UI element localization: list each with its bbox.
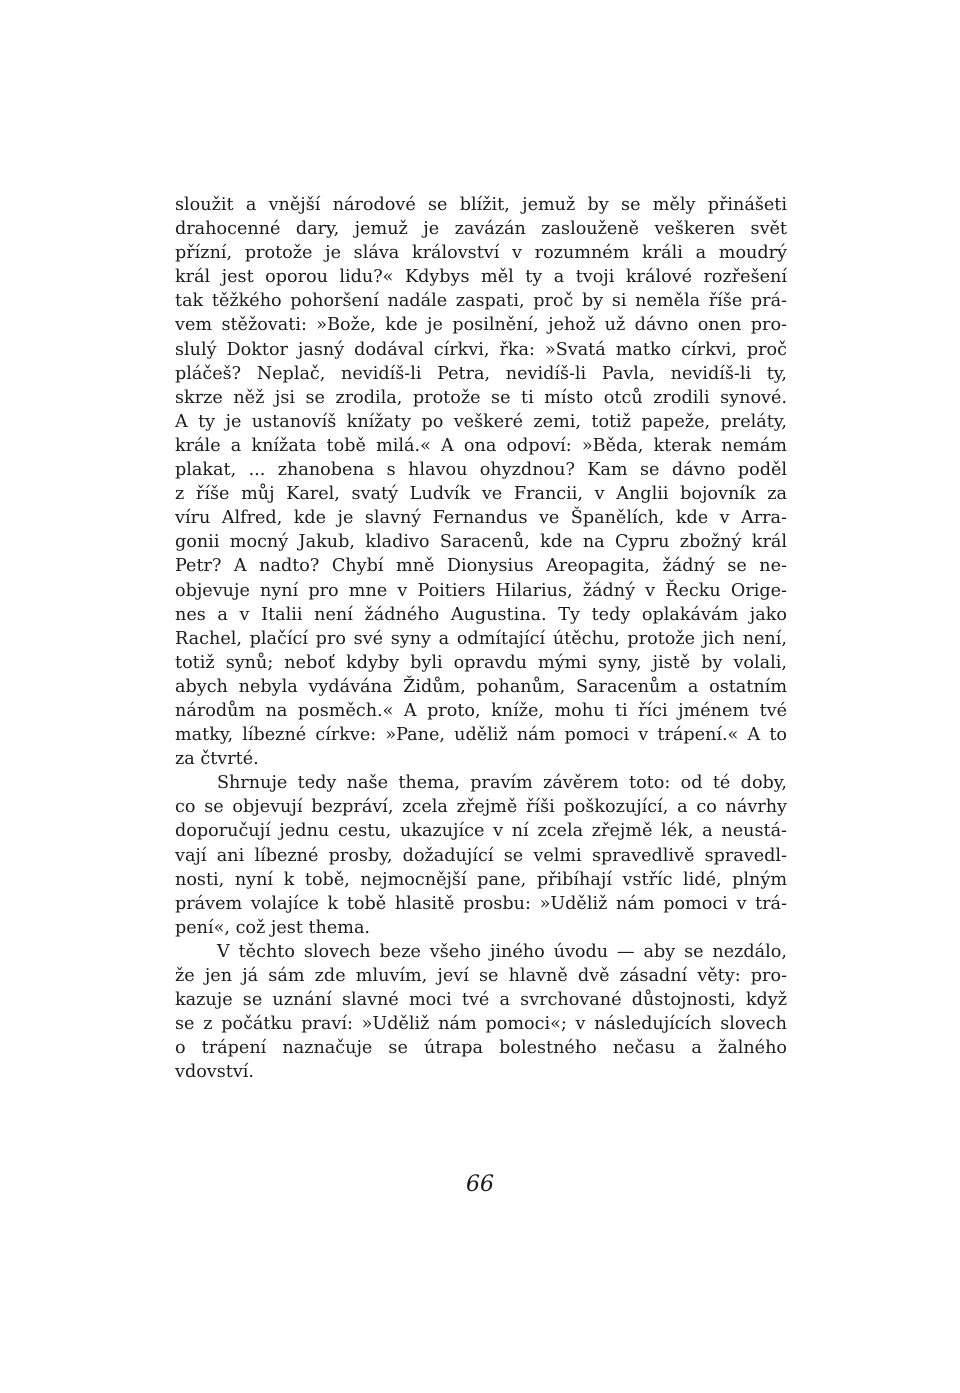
text-line: víru Alfred, kde je slavný Fernandus ve Španělích, kde v Arra-: [175, 508, 787, 529]
text-line: co se objevují bezpráví, zcela zřejmě říši poškozující, a co návrhy: [175, 797, 787, 818]
text-line: abych nebyla vydávána Židům, pohanům, Saracenům a ostatním: [175, 676, 787, 697]
text-line: A ty je ustanovíš knížaty po veškeré zemi, totiž papeže, preláty,: [175, 411, 787, 432]
page-number: 66: [466, 1172, 494, 1197]
text-line: pláčeš? Neplač, nevidíš-li Petra, nevidíš-li Pavla, nevidíš-li ty,: [175, 363, 787, 384]
text-line: za čtvrté.: [175, 749, 259, 770]
text-line: totiž synů; neboť kdyby byli opravdu mými syny, jistě by volali,: [175, 652, 787, 673]
text-line: přízní, protože je sláva království v rozumném králi a moudrý: [175, 243, 787, 264]
text-line: V těchto slovech beze všeho jiného úvodu — aby se nezdálo,: [217, 941, 787, 962]
text-line: objevuje nyní pro mne v Poitiers Hilarius, žádný v Řecku Orige-: [175, 580, 787, 601]
text-line: nes a v Italii není žádného Augustina. Ty tedy oplakávám jako: [175, 604, 787, 625]
text-line: doporučují jednu cestu, ukazujíce v ní zcela zřejmě lék, a neustá-: [175, 821, 787, 842]
body-text: [175, 193, 787, 1084]
text-line: gonii mocný Jakub, kladivo Saracenů, kde na Cypru zbožný král: [175, 532, 787, 553]
text-line: krále a knížata tobě milá.« A ona odpoví: »Běda, kterak nemám: [175, 435, 787, 456]
text-line: tak těžkého pohoršení nadále zaspati, proč by si neměla říše prá-: [175, 291, 787, 312]
text-line: kazuje se uznání slavné moci tvé a svrchované důstojnosti, když: [175, 990, 787, 1011]
text-line: sloužit a vnější národové se blížit, jemuž by se měly přinášeti: [175, 195, 787, 215]
text-line: právem volajíce k tobě hlasitě prosbu: »Uděliž nám pomoci v trá-: [175, 893, 787, 914]
text-line: skrze něž jsi se zrodila, protože se ti místo otců zrodili synové.: [175, 387, 787, 408]
text-line: z říše můj Karel, svatý Ludvík ve Francii, v Anglii bojovník za: [175, 484, 787, 505]
text-line: vají ani líbezné prosby, dožadující se velmi spravedlivě spravedl-: [175, 845, 787, 866]
text-line: vem stěžovati: »Bože, kde je posilnění, jehož už dávno onen pro-: [175, 315, 787, 336]
paragraph: [175, 771, 787, 940]
text-line: drahocenné dary, jemuž je zavázán zaslouženě veškeren svět: [175, 219, 787, 240]
text-line: vdovství.: [175, 1062, 254, 1083]
text-line: matky, líbezné církve: »Pane, uděliž nám pomoci v trápení.« A to: [175, 725, 787, 746]
text-line: o trápení naznačuje se útrapa bolestného nečasu a žalného: [175, 1038, 787, 1059]
text-line: plakat, ... zhanobena s hlavou ohyzdnou? Kam se dávno poděl: [175, 460, 787, 481]
paragraph: [175, 193, 787, 771]
text-line: národům na posměch.« A proto, kníže, mohu ti říci jménem tvé: [175, 700, 787, 721]
text-line: Petr? A nadto? Chybí mně Dionysius Areopagita, žádný se ne-: [175, 556, 787, 577]
text-line: nosti, nyní k tobě, nejmocnější pane, přibíhají vstříc lidé, plným: [175, 869, 787, 890]
paragraph: [175, 940, 787, 1085]
text-line: pení«, což jest thema.: [175, 917, 371, 938]
text-line: že jen já sám zde mluvím, jeví se hlavně dvě zásadní věty: pro-: [175, 966, 787, 986]
text-line: Shrnuje tedy naše thema, pravím závěrem toto: od té doby,: [217, 773, 787, 794]
text-line: slulý Doktor jasný dodával církvi, řka: »Svatá matko církvi, proč: [175, 339, 787, 360]
text-line: král jest oporou lidu?« Kdybys měl ty a tvoji králové rozřešení: [175, 267, 787, 288]
text-line: se z počátku praví: »Uděliž nám pomoci«; v následujících slovech: [175, 1014, 787, 1035]
text-line: Rachel, plačící pro své syny a odmítající útěchu, protože jich není,: [175, 628, 787, 649]
